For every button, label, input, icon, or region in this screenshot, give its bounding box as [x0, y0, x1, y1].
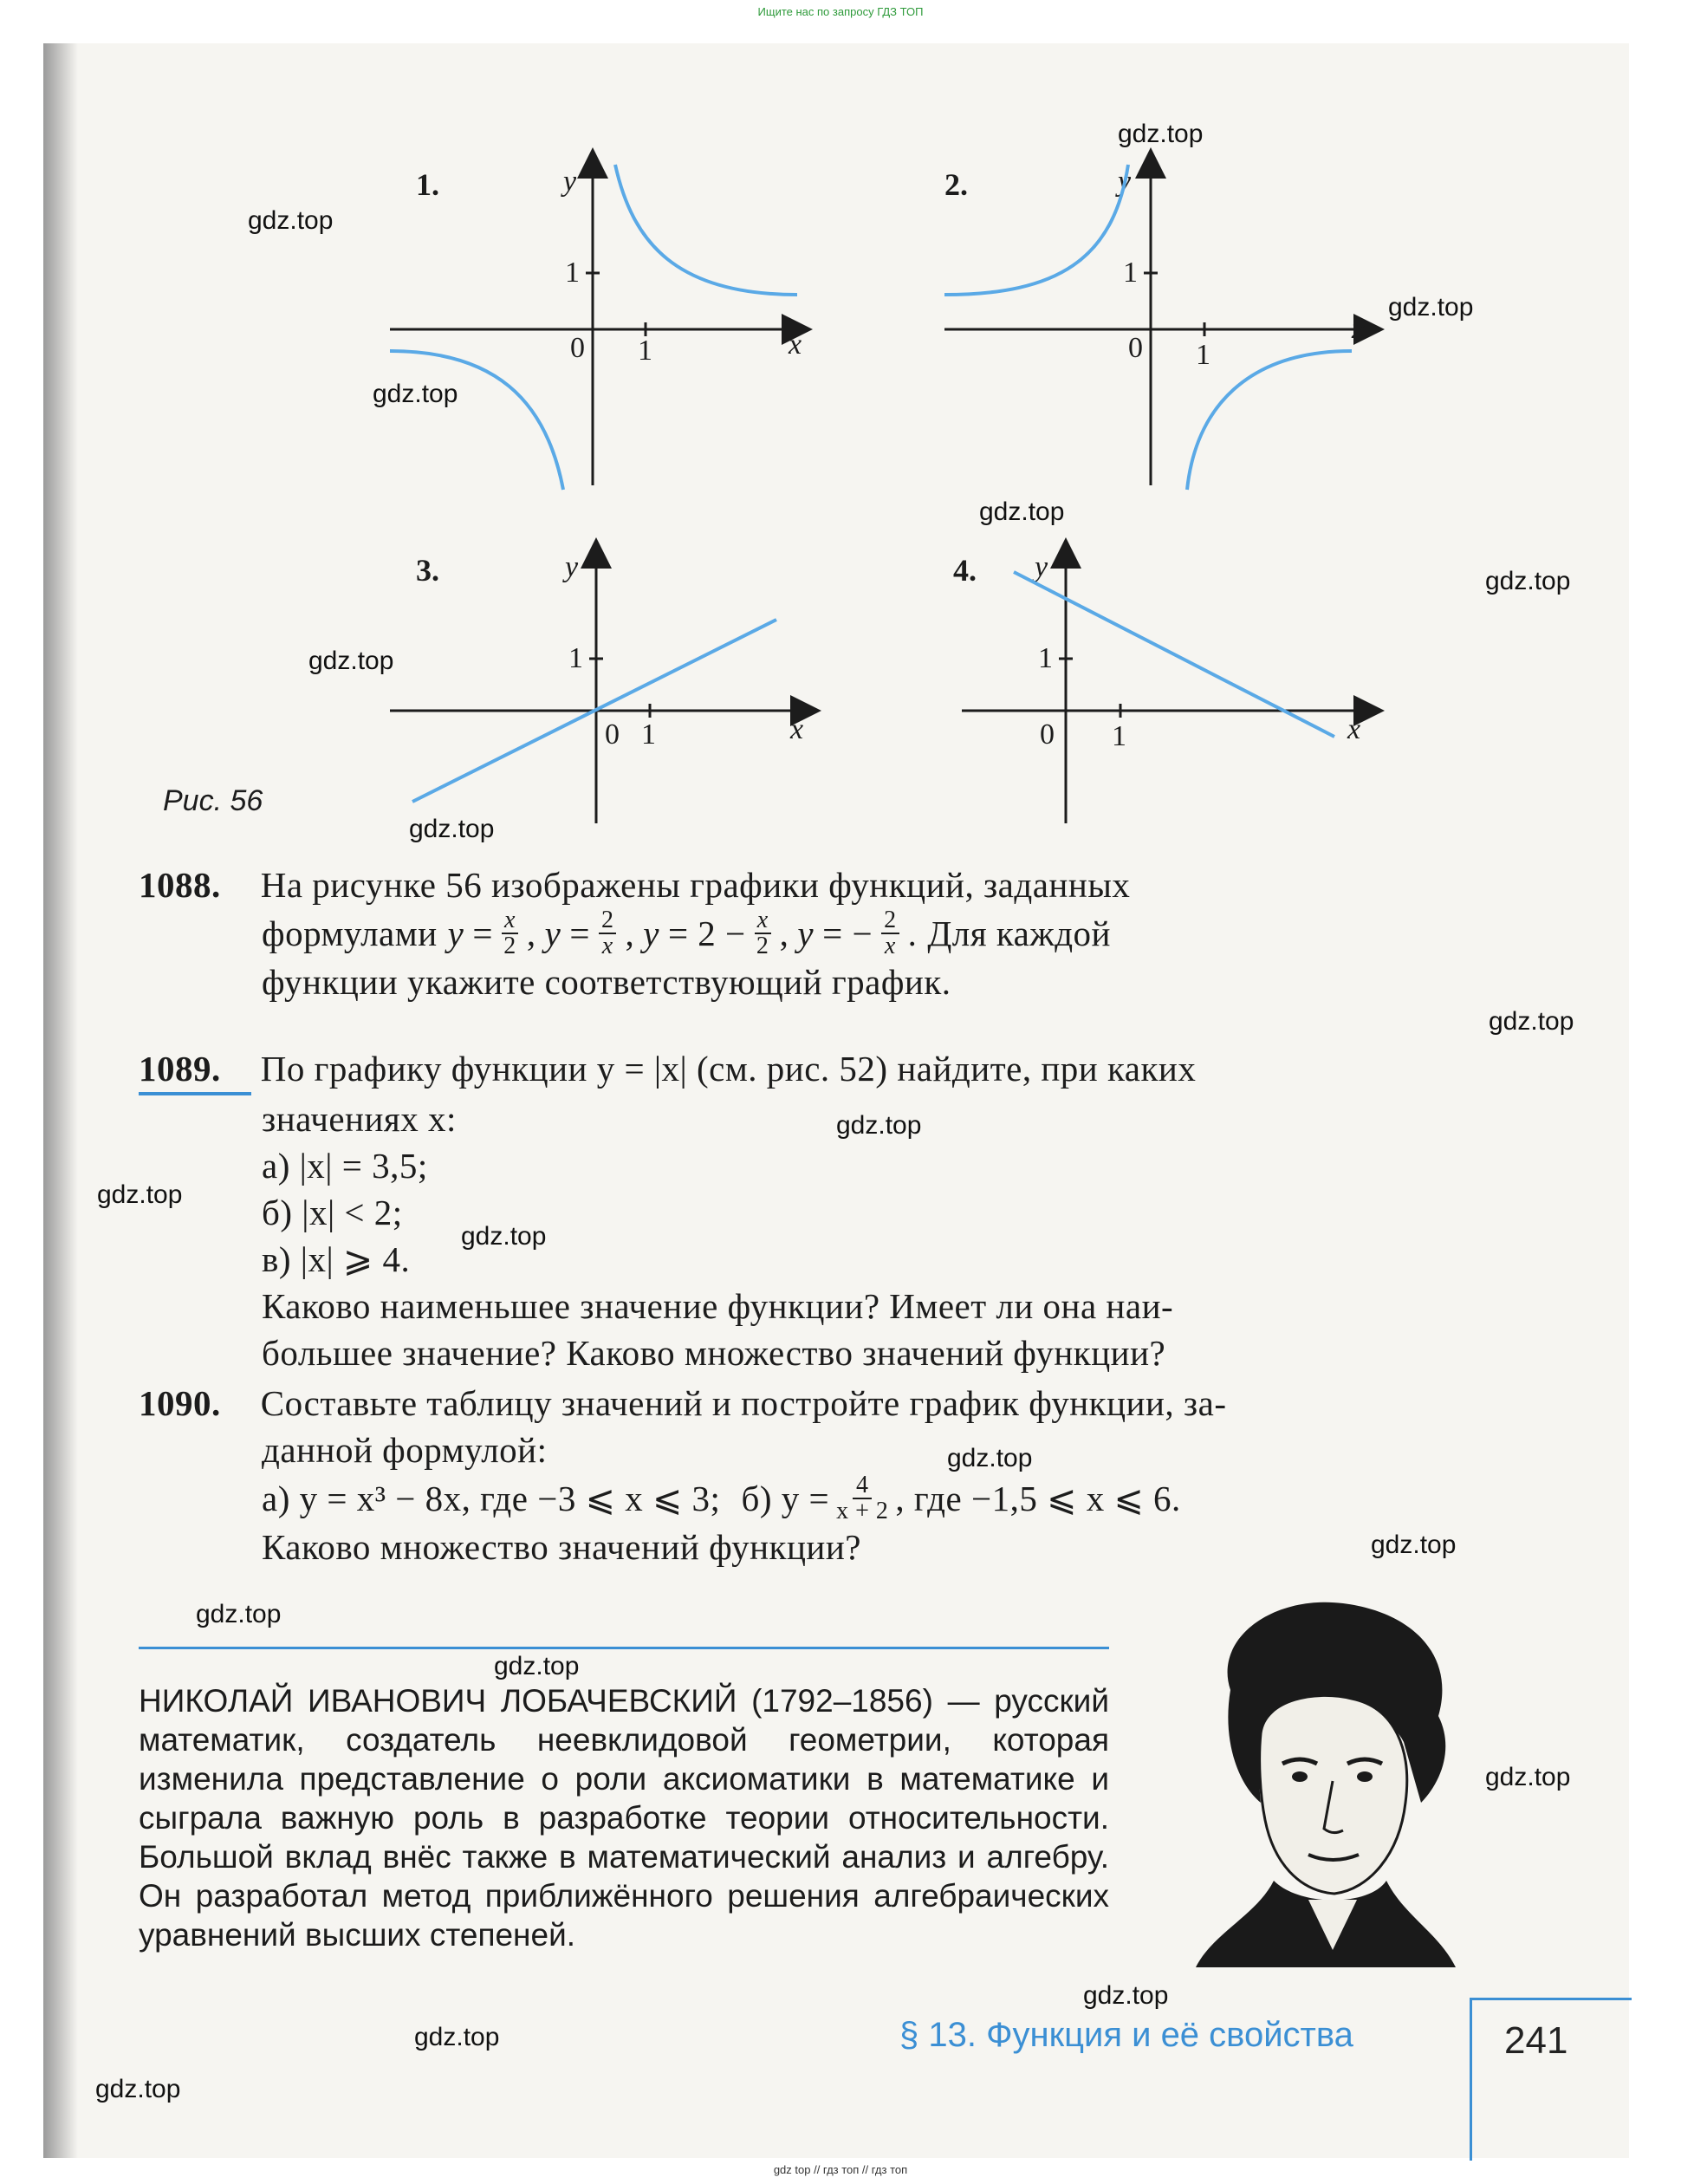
x-tick: 1: [1196, 339, 1210, 371]
problem-1089: [139, 1045, 1473, 1376]
watermark: gdz.top: [196, 1600, 282, 1628]
curve-branch: [615, 165, 797, 295]
subitem-c: в) |x| ⩾ 4.: [262, 1239, 411, 1279]
watermark: gdz.top: [1388, 293, 1474, 322]
problem-text: Каково наименьшее значение функции? Имеет ли она наи-: [262, 1286, 1174, 1326]
fraction-numerator: 4: [853, 1473, 873, 1499]
watermark: gdz.top: [979, 497, 1065, 526]
problem-text: Каково множество значений функции?: [262, 1527, 861, 1567]
x-label: x: [1347, 713, 1361, 745]
subitem-a: а) y = x³ − 8x, где −3 ⩽ x ⩽ 3;: [262, 1479, 721, 1518]
formulas: y = x 2 , y = 2 x , y = 2 − x 2 , y = − 2 x .: [447, 907, 918, 959]
problem-number: 1088.: [139, 865, 221, 905]
y-label: y: [565, 551, 579, 583]
origin-label: 0: [605, 718, 620, 751]
watermark: gdz.top: [1485, 567, 1571, 595]
y-tick: 1: [568, 642, 583, 674]
page-binding-shadow: [43, 43, 78, 2158]
origin-label: 0: [1040, 718, 1055, 751]
curve-branch: [944, 165, 1128, 295]
subitem-b-suffix: , где −1,5 ⩽ x ⩽ 6.: [895, 1479, 1181, 1518]
origin-label: 0: [570, 332, 585, 364]
problem-text: По графику функции y = |x| (см. рис. 52) найдите, при каких: [260, 1049, 1197, 1089]
watermark: gdz.top: [947, 1444, 1033, 1472]
subitem-b: б) |x| < 2;: [262, 1193, 403, 1232]
bottom-note: gdz top // гдз топ // гдз топ: [773, 2163, 908, 2176]
fraction-denominator: x + 2: [836, 1498, 889, 1524]
graph-number: 4.: [953, 553, 977, 588]
graph-3: [381, 546, 832, 828]
graph-2: [944, 156, 1395, 507]
x-label: x: [790, 713, 804, 745]
subitem-a: а) |x| = 3,5;: [262, 1146, 428, 1186]
problem-text: Для каждой: [927, 913, 1111, 953]
graph-1: [381, 156, 832, 507]
problem-text: На рисунке 56 изображены графики функций, заданных: [260, 865, 1131, 905]
problem-text: формулами: [262, 913, 438, 953]
watermark: gdz.top: [95, 2075, 181, 2103]
watermark: gdz.top: [1118, 120, 1204, 148]
watermark: gdz.top: [1485, 1763, 1571, 1791]
watermark: gdz.top: [1083, 1981, 1169, 2010]
portrait-lobachevsky: [1178, 1586, 1473, 1972]
problem-number: 1090.: [139, 1383, 221, 1423]
problem-text: Составьте таблицу значений и постройте график функции, за-: [260, 1383, 1227, 1423]
curve-branch: [390, 351, 563, 490]
figure-caption: Рис. 56: [163, 784, 263, 817]
watermark: gdz.top: [461, 1222, 547, 1251]
top-note: Ищите нас по запросу ГДЗ ТОП: [757, 5, 924, 18]
section-title: § 13. Функция и её свойства: [899, 2016, 1353, 2054]
problem-text: функции укажите соответствующий график.: [262, 962, 951, 1002]
watermark: gdz.top: [1371, 1531, 1457, 1559]
graph-number: 2.: [944, 167, 968, 202]
x-label: x: [1352, 313, 1366, 345]
problem-1088: [139, 861, 1473, 1005]
graph-number: 3.: [416, 553, 439, 588]
section-divider: [139, 1647, 1109, 1649]
watermark: gdz.top: [97, 1180, 183, 1209]
x-label: x: [789, 328, 802, 361]
page-number: 241: [1504, 2019, 1568, 2062]
subitem-b: [741, 1473, 1180, 1524]
x-tick: 1: [1112, 720, 1126, 752]
watermark: gdz.top: [373, 380, 458, 408]
graph-number: 1.: [416, 167, 439, 202]
watermark: gdz.top: [409, 815, 495, 843]
x-tick: 1: [641, 718, 656, 751]
y-label: y: [1118, 166, 1132, 198]
x-tick: 1: [638, 335, 652, 367]
y-tick: 1: [1038, 642, 1053, 674]
y-tick: 1: [1123, 257, 1138, 289]
watermark: gdz.top: [1489, 1007, 1574, 1036]
origin-label: 0: [1128, 332, 1143, 364]
y-tick: 1: [565, 257, 580, 289]
problem-text: большее значение? Каково множество значений функции?: [262, 1333, 1166, 1373]
watermark: gdz.top: [308, 647, 394, 675]
subitem-b-prefix: б) y =: [741, 1479, 830, 1518]
y-label: y: [563, 166, 577, 198]
biography-text: НИКОЛАЙ ИВАНОВИЧ ЛОБАЧЕВСКИЙ (1792–1856) — русский математик, создатель неевклидовой геометрии, которая изменила представление о роли аксиоматики в математике и сыграла важную роль в разработке теории относительности. Большой вклад внёс также в математический анализ и алгебру. Он разработал метод приближённого решения алгебраических уравнений высших степеней.: [139, 1683, 1109, 1953]
watermark: gdz.top: [248, 206, 334, 235]
problem-text: данной формулой:: [262, 1430, 548, 1470]
problem-text: значениях x:: [262, 1099, 457, 1139]
problem-number: 1089.: [139, 1045, 251, 1095]
y-label: y: [1035, 551, 1048, 583]
curve-branch: [1187, 351, 1352, 490]
watermark: gdz.top: [414, 2023, 500, 2051]
graph-4: [953, 546, 1404, 828]
watermark: gdz.top: [836, 1111, 922, 1140]
problem-1090: [139, 1380, 1473, 1570]
watermark: gdz.top: [494, 1652, 580, 1680]
